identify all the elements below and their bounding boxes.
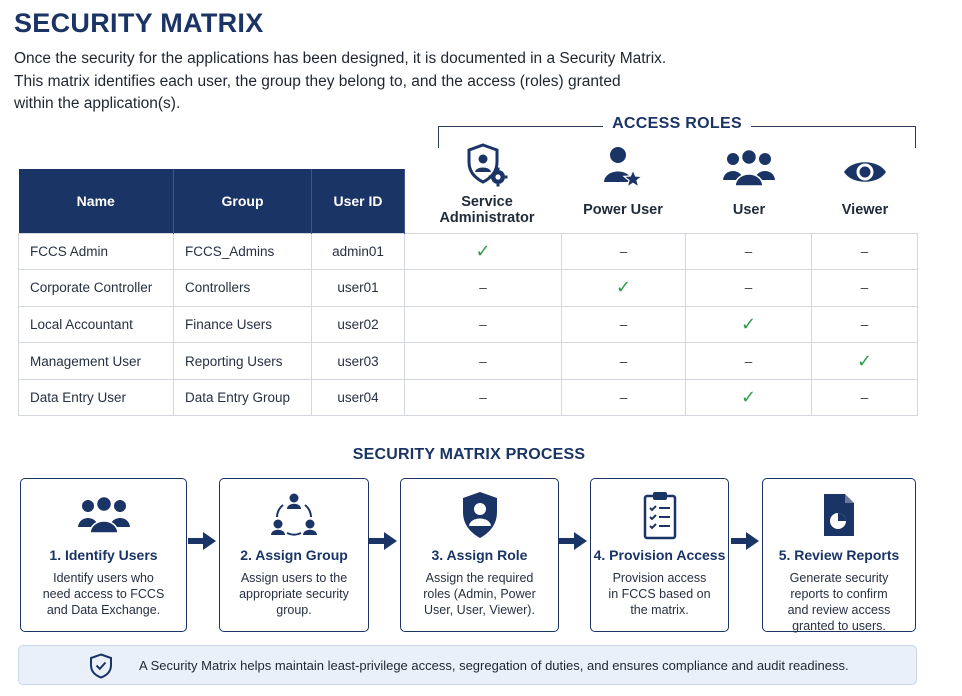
table-row xyxy=(19,379,918,416)
cell-role-service-administrator: – xyxy=(405,306,562,343)
cell-user-id: user03 xyxy=(312,343,405,380)
arrow-right-icon xyxy=(188,531,216,551)
cell-role-viewer: – xyxy=(812,233,918,270)
cell-name: Data Entry User xyxy=(19,379,174,416)
step-description-line: reports to confirm xyxy=(790,587,888,601)
step-description-line: the matrix. xyxy=(630,603,689,617)
column-header-name: Name xyxy=(19,169,174,233)
role-label: Power User xyxy=(583,202,663,218)
cell-group: FCCS_Admins xyxy=(174,233,312,270)
step-description-line: roles (Admin, Power xyxy=(423,587,536,601)
cell-role-service-administrator: – xyxy=(405,343,562,380)
intro-line: This matrix identifies each user, the group they belong to, and the access (roles) granted xyxy=(14,72,621,90)
role-header-spacer xyxy=(812,169,918,233)
cell-role-user: – xyxy=(686,270,812,307)
group-cycle-icon xyxy=(269,491,319,539)
role-header-spacer xyxy=(405,169,562,233)
note-text: A Security Matrix helps maintain least-privilege access, segregation of duties, and ensures compliance and audit readiness. xyxy=(139,657,849,673)
page-title: SECURITY MATRIX xyxy=(14,8,264,38)
arrow-right-icon xyxy=(731,531,759,551)
cell-user-id: user02 xyxy=(312,306,405,343)
step-title: 4. Provision Access xyxy=(593,547,726,563)
role-label: Viewer xyxy=(841,202,889,218)
cell-name: Corporate Controller xyxy=(19,270,174,307)
step-description-line: granted to users. xyxy=(792,619,886,633)
step-title: 5. Review Reports xyxy=(778,547,900,563)
cell-role-service-administrator: – xyxy=(405,270,562,307)
cell-role-viewer: – xyxy=(812,379,918,416)
cell-role-viewer: – xyxy=(812,270,918,307)
role-label: Administrator xyxy=(439,210,535,226)
cell-role-user: – xyxy=(686,233,812,270)
step-description-line: Assign the required xyxy=(425,571,534,585)
step-description xyxy=(401,570,558,618)
cell-user-id: admin01 xyxy=(312,233,405,270)
step-description xyxy=(220,570,368,618)
step-description-line: Assign users to the xyxy=(240,571,348,585)
cell-role-service-administrator: – xyxy=(405,379,562,416)
intro-text xyxy=(14,48,734,116)
cell-name: FCCS Admin xyxy=(19,233,174,270)
process-step-assign-role xyxy=(400,478,559,632)
cell-role-user: – xyxy=(686,343,812,380)
step-description-line: and Data Exchange. xyxy=(46,603,161,617)
report-chart-icon xyxy=(821,492,857,538)
cell-group: Finance Users xyxy=(174,306,312,343)
cell-role-power-user: – xyxy=(562,379,686,416)
role-label: User xyxy=(732,202,766,218)
table-row xyxy=(19,233,918,270)
arrow-right-icon xyxy=(369,531,397,551)
cell-name: Local Accountant xyxy=(19,306,174,343)
cell-role-power-user: – xyxy=(562,306,686,343)
step-description-line: and review access xyxy=(787,603,891,617)
arrow-right-icon xyxy=(559,531,587,551)
cell-role-power-user: – xyxy=(562,233,686,270)
access-roles-title: ACCESS ROLES xyxy=(603,115,751,132)
shield-user-icon xyxy=(460,490,500,540)
step-title: 2. Assign Group xyxy=(240,547,348,563)
security-matrix-table xyxy=(18,169,918,416)
cell-role-viewer: ✓ xyxy=(812,343,918,380)
column-header-user-id: User ID xyxy=(312,169,405,233)
table-row xyxy=(19,306,918,343)
intro-line: within the application(s). xyxy=(14,95,181,112)
step-description-line: Provision access xyxy=(612,571,707,585)
role-label: Service xyxy=(461,194,513,210)
table-header-row xyxy=(19,169,918,233)
step-description-line: Identify users who xyxy=(53,571,154,585)
cell-role-power-user: – xyxy=(562,343,686,380)
cell-role-user: ✓ xyxy=(686,379,812,416)
step-title: 1. Identify Users xyxy=(49,547,158,563)
intro-line: Once the security for the applications has been designed, it is documented in a Security Matrix. xyxy=(14,50,667,67)
process-step-review-reports xyxy=(762,478,916,632)
cell-role-viewer: – xyxy=(812,306,918,343)
step-description xyxy=(591,570,728,618)
step-description-line: User, User, Viewer). xyxy=(424,603,535,617)
process-title: SECURITY MATRIX PROCESS xyxy=(352,446,586,463)
compliance-note xyxy=(18,645,917,685)
shield-check-icon xyxy=(89,653,113,679)
process-step-provision-access xyxy=(590,478,729,632)
step-description-line: group. xyxy=(276,603,312,617)
role-header-spacer xyxy=(686,169,812,233)
step-description xyxy=(21,570,186,618)
clipboard-checklist-icon xyxy=(642,490,678,540)
step-title: 3. Assign Role xyxy=(431,547,528,563)
table-row xyxy=(19,270,918,307)
cell-group: Controllers xyxy=(174,270,312,307)
cell-user-id: user04 xyxy=(312,379,405,416)
cell-role-service-administrator: ✓ xyxy=(405,233,562,270)
step-description-line: in FCCS based on xyxy=(608,587,711,601)
step-description-line: need access to FCCS xyxy=(42,587,165,601)
users-icon xyxy=(77,495,131,535)
cell-user-id: user01 xyxy=(312,270,405,307)
step-description-line: Generate security xyxy=(789,571,889,585)
cell-group: Reporting Users xyxy=(174,343,312,380)
role-header-spacer xyxy=(562,169,686,233)
step-description-line: appropriate security xyxy=(239,587,349,601)
process-step-assign-group xyxy=(219,478,369,632)
table-row xyxy=(19,343,918,380)
cell-group: Data Entry Group xyxy=(174,379,312,416)
process-step-identify-users xyxy=(20,478,187,632)
column-header-group: Group xyxy=(174,169,312,233)
cell-role-user: ✓ xyxy=(686,306,812,343)
cell-name: Management User xyxy=(19,343,174,380)
step-description xyxy=(763,570,915,634)
cell-role-power-user: ✓ xyxy=(562,270,686,307)
